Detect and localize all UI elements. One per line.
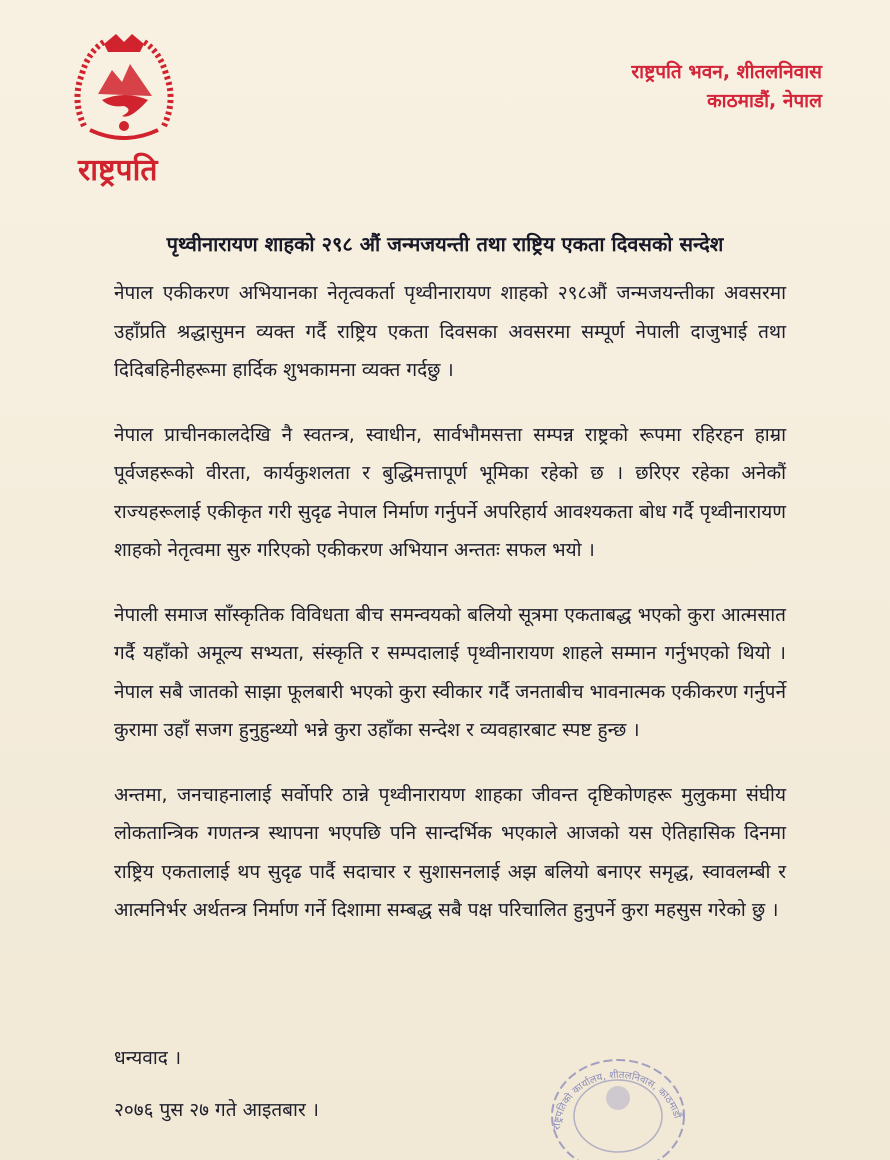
paragraph-3: नेपाली समाज साँस्कृतिक विविधता बीच समन्वयको बलियो सूत्रमा एकताबद्ध भएको कुरा आत्मसात गर्दै यहाँको अमूल्य सभ्यता, संस्कृति र सम्पदालाई पृथ्वीनारायण शाहले सम्मान गर्नुभएको थियो । नेपाल सबै जातको साझा फूलबारी भएको कुरा स्वीकार गर्दै जनताबीच भावनात्मक एकीकरण गर्नुपर्ने कुरामा उहाँ सजग हुनुहुन्थ्यो भन्ने कुरा उहाँका सन्देश र व्यवहारबाट स्पष्ट हुन्छ ।	[114, 603, 786, 741]
letter-date: २०७६ पुस २७ गते आइतबार ।	[114, 1099, 319, 1121]
address-line-1: राष्ट्रपति भवन, शीतलनिवास	[631, 61, 822, 83]
office-seal-stamp	[538, 1036, 698, 1160]
paragraph-2: नेपाल प्राचीनकालदेखि नै स्वतन्त्र, स्वाधीन, सार्वभौमसत्ता सम्पन्न राष्ट्रको रूपमा रहिरहन हाम्रा पूर्वजहरूको वीरता, कार्यकुशलता र बुद्धिमत्तापूर्ण भूमिका रहेको छ । छरिएर रहेका अनेकौं राज्यहरूलाई एकीकृत गरी सुदृढ नेपाल निर्माण गर्नुपर्ने अपरिहार्य आवश्यकता बोध गर्दै पृथ्वीनारायण शाहको नेतृत्वमा सुरु गरिएको एकीकरण अभियान अन्ततः सफल भयो ।	[114, 423, 786, 561]
paragraph-1: नेपाल एकीकरण अभियानका नेतृत्वकर्ता पृथ्वीनारायण शाहको २९८औं जन्मजयन्तीका अवसरमा उहाँप्रति श्रद्धासुमन व्यक्त गर्दै राष्ट्रिय एकता दिवसका अवसरमा सम्पूर्ण नेपाली दाजुभाई तथा दिदिबहिनीहरूमा हार्दिक शुभकामना व्यक्त गर्दछु ।	[114, 282, 786, 381]
emblem-label: राष्ट्रपति	[78, 153, 158, 188]
national-emblem-icon	[64, 30, 184, 148]
office-address	[631, 58, 822, 116]
closing-thanks: धन्यवाद ।	[114, 1047, 182, 1069]
stamp-text: राष्ट्रपतिको कार्यालय, शीतलनिवास, काठमाडौं	[551, 1069, 683, 1131]
letter-title: पृथ्वीनारायण शाहको २९८ औं जन्मजयन्ती तथा राष्ट्रिय एकता दिवसको सन्देश	[166, 232, 724, 256]
paragraph-4: अन्तमा, जनचाहनालाई सर्वोपरि ठान्ने पृथ्वीनारायण शाहका जीवन्त दृष्टिकोणहरू मुलुकमा संघीय लोकतान्त्रिक गणतन्त्र स्थापना भएपछि पनि सान्दर्भिक भएकाले आजको यस ऐतिहासिक दिनमा राष्ट्रिय एकतालाई थप सुदृढ पार्दै सदाचार र सुशासनलाई अझ बलियो बनाएर समृद्ध, स्वावलम्बी र आत्मनिर्भर अर्थतन्त्र निर्माण गर्ने दिशामा सम्बद्ध सबै पक्ष परिचालित हुनुपर्ने कुरा महसुस गरेको छु ।	[114, 783, 786, 921]
letter-body	[114, 274, 786, 956]
address-line-2: काठमाडौं, नेपाल	[707, 90, 822, 112]
